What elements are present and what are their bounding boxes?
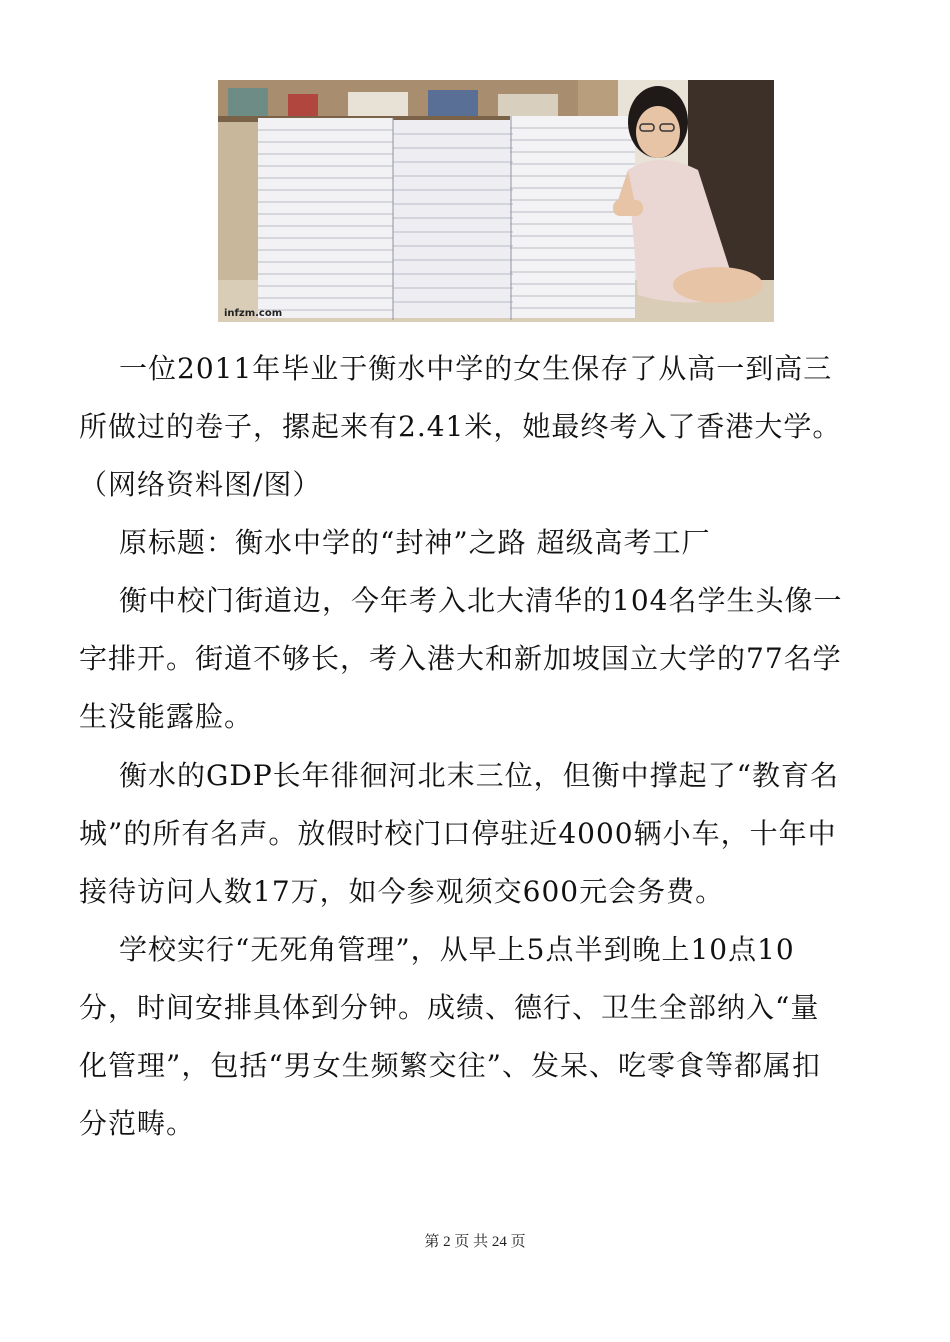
original-title: 原标题：衡水中学的“封神”之路 超级高考工厂 <box>119 526 711 559</box>
paragraph-3: 学校实行“无死角管理”，从早上5点半到晚上10点10分，时间安排具体到分钟。成绩、德行、卫生全部纳入“量化管理”，包括“男女生频繁交往”、发呆、吃零食等都属扣分范畴。 <box>79 933 821 1140</box>
page-number-footer: 第 2 页 共 24 页 <box>424 1234 526 1250</box>
photo-caption-source: （网络资料图/图） <box>79 468 322 501</box>
paragraph-1: 衡中校门街道边，今年考入北大清华的104名学生头像一字排开。街道不够长，考入港大和新加坡国立大学的77名学生没能露脸。 <box>79 584 843 733</box>
photo-stacked-exam-papers <box>218 80 774 322</box>
paragraph-2: 衡水的GDP长年徘徊河北末三位，但衡中撑起了“教育名城”的所有名声。放假时校门口停驻近4000辆小车，十年中接待访问人数17万，如今参观须交600元会务费。 <box>79 759 839 908</box>
article-photo <box>218 80 774 322</box>
photo-watermark: infzm.com <box>224 308 283 319</box>
photo-caption: 一位2011年毕业于衡水中学的女生保存了从高一到高三所做过的卷子，摞起来有2.41米，她最终考入了香港大学。 <box>79 352 842 443</box>
